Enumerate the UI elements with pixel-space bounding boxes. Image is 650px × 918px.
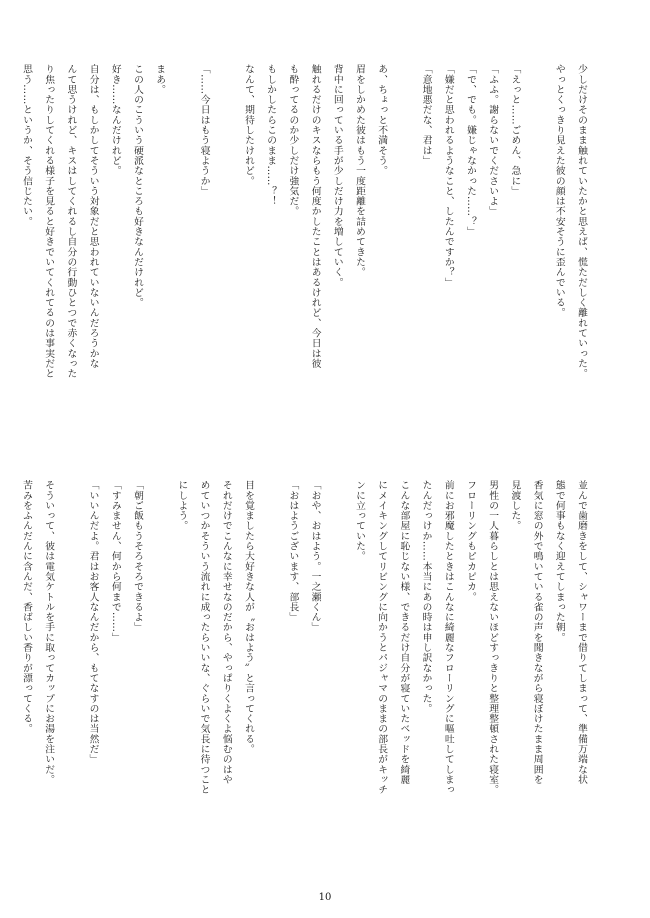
text-line: 少しだけそのまま触れていたかと思えば、慌ただしく離れていった。 bbox=[576, 64, 587, 379]
text-line: こんな部屋に恥じない様、できるだけ自分が寝ていたベッドを綺麗 bbox=[398, 480, 410, 785]
text-line: 「意地悪だな、君は」 bbox=[420, 64, 432, 166]
text-line: 香気に窓の外で鳴いている雀の声を聞きながら寝ぼけたまま周囲を bbox=[531, 480, 543, 785]
text-line: 触れるだけのキスならもう何度かしたことはあるけれど、今日は彼 bbox=[309, 64, 321, 369]
text-line: 「朝ご飯もうそろそろできるよ」 bbox=[131, 480, 143, 633]
paragraph-gap bbox=[59, 480, 81, 860]
text-line: まあ。 bbox=[154, 64, 166, 95]
paragraph-gap bbox=[170, 64, 192, 444]
text-line: 苦みをふんだんに含んだ、香ばしい香りが漂ってくる。 bbox=[20, 480, 32, 734]
text-line: 前にお邪魔したときはこんなに綺麗なフローリングに嘔吐してしまっ bbox=[442, 480, 454, 795]
text-line: にしよう。 bbox=[176, 480, 188, 531]
text-line: 自分は、もしかしてそういう対象だと思われていないんだろうかな bbox=[87, 64, 99, 369]
text-line: フローリングもピカピカ。 bbox=[464, 480, 476, 602]
text-line: ンに立っていた。 bbox=[353, 480, 365, 562]
text-line: たんだっけか……本当にあの時は申し訳なかった。 bbox=[420, 480, 432, 714]
text-line: 態で何事もなく迎えてしまった朝。 bbox=[553, 480, 565, 643]
text-line: やっとくっきり見えた彼の顔は不安そうに歪んでいる。 bbox=[553, 64, 565, 318]
text-line: り焦ったりしてくれる様子を見ると好きでいてくれてるのは事実だと bbox=[43, 64, 55, 379]
text-line: 好き……なんだけれど。 bbox=[109, 64, 121, 176]
text-line: 「嫌だと思われるようなこと、したんですか？」 bbox=[442, 64, 454, 288]
paragraph-gap bbox=[215, 64, 237, 444]
paragraph-gap bbox=[326, 480, 348, 860]
text-line: 「……今日はもう寝ようか」 bbox=[198, 64, 210, 196]
paragraph-gap bbox=[148, 480, 170, 860]
text-line: 「いいんだよ。君はお客人なんだから、もてなすのは当然だ」 bbox=[87, 480, 99, 765]
lower-text-block bbox=[20, 480, 592, 860]
upper-text-block bbox=[20, 64, 592, 444]
text-line: も酔ってるのか少しだけ強気だ。 bbox=[287, 64, 299, 217]
text-line: めていつかそういう流れに成ったらいいな、ぐらいで気長に待つこと bbox=[198, 480, 210, 795]
paragraph-gap bbox=[259, 480, 281, 860]
text-line: もしかしたらこのまま……？！ bbox=[265, 64, 277, 207]
paragraph-gap bbox=[392, 64, 414, 444]
text-line: 「ふふ。謝らないでくださいよ」 bbox=[487, 64, 499, 217]
text-line: 「おや、おはよう。一之瀬くん」 bbox=[309, 480, 321, 633]
text-line: 「すみません、何から何まで……」 bbox=[109, 480, 121, 643]
text-line: 「おはようございます、部長」 bbox=[287, 480, 299, 623]
text-line: そういって、彼は電気ケトルを手に取ってカップにお湯を注いだ。 bbox=[43, 480, 55, 785]
text-line: 眉をしかめた彼はもう一度距離を詰めてきた。 bbox=[354, 64, 365, 278]
text-line: 目を覚ましたら大好きな人が〝おはよう〟と言ってくれる。 bbox=[242, 480, 254, 755]
page-number: 10 bbox=[318, 892, 332, 903]
paragraph-gap bbox=[525, 64, 547, 444]
text-line: 男性の一人暮らしとは思えないほどすっきりと整理整頓された寝室。 bbox=[487, 480, 499, 795]
text-line: なんて、期待したけれど。 bbox=[242, 64, 254, 186]
text-line: それだけでこんなに幸せなのだから、やっぱりくよくよ悩むのはや bbox=[220, 480, 232, 785]
text-line: 「えっと……ごめん、急に」 bbox=[509, 64, 521, 196]
text-line: 思う……というか、そう信じたい。 bbox=[20, 64, 32, 227]
text-line: 見渡した。 bbox=[509, 480, 521, 531]
text-line: あ、ちょっと不満そう。 bbox=[376, 64, 388, 176]
text-line: にメイキングしてリビングに向かうとパジャマのままの部長がキッチ bbox=[376, 480, 388, 795]
text-line: 背中に回っている手が少しだけ力を増していく。 bbox=[331, 64, 343, 288]
text-line: 並んで歯磨きをして、シャワーまで借りてしまって、準備万端な状 bbox=[576, 480, 587, 785]
text-line: 「で、でも。嫌じゃなかった……？」 bbox=[465, 64, 476, 237]
text-line: んて思うけれど、キスはしてくれるし自分の行動ひとつで赤くなった bbox=[65, 64, 77, 379]
text-line: この人のこういう硬派なところも好きなんだけれど。 bbox=[132, 64, 143, 308]
